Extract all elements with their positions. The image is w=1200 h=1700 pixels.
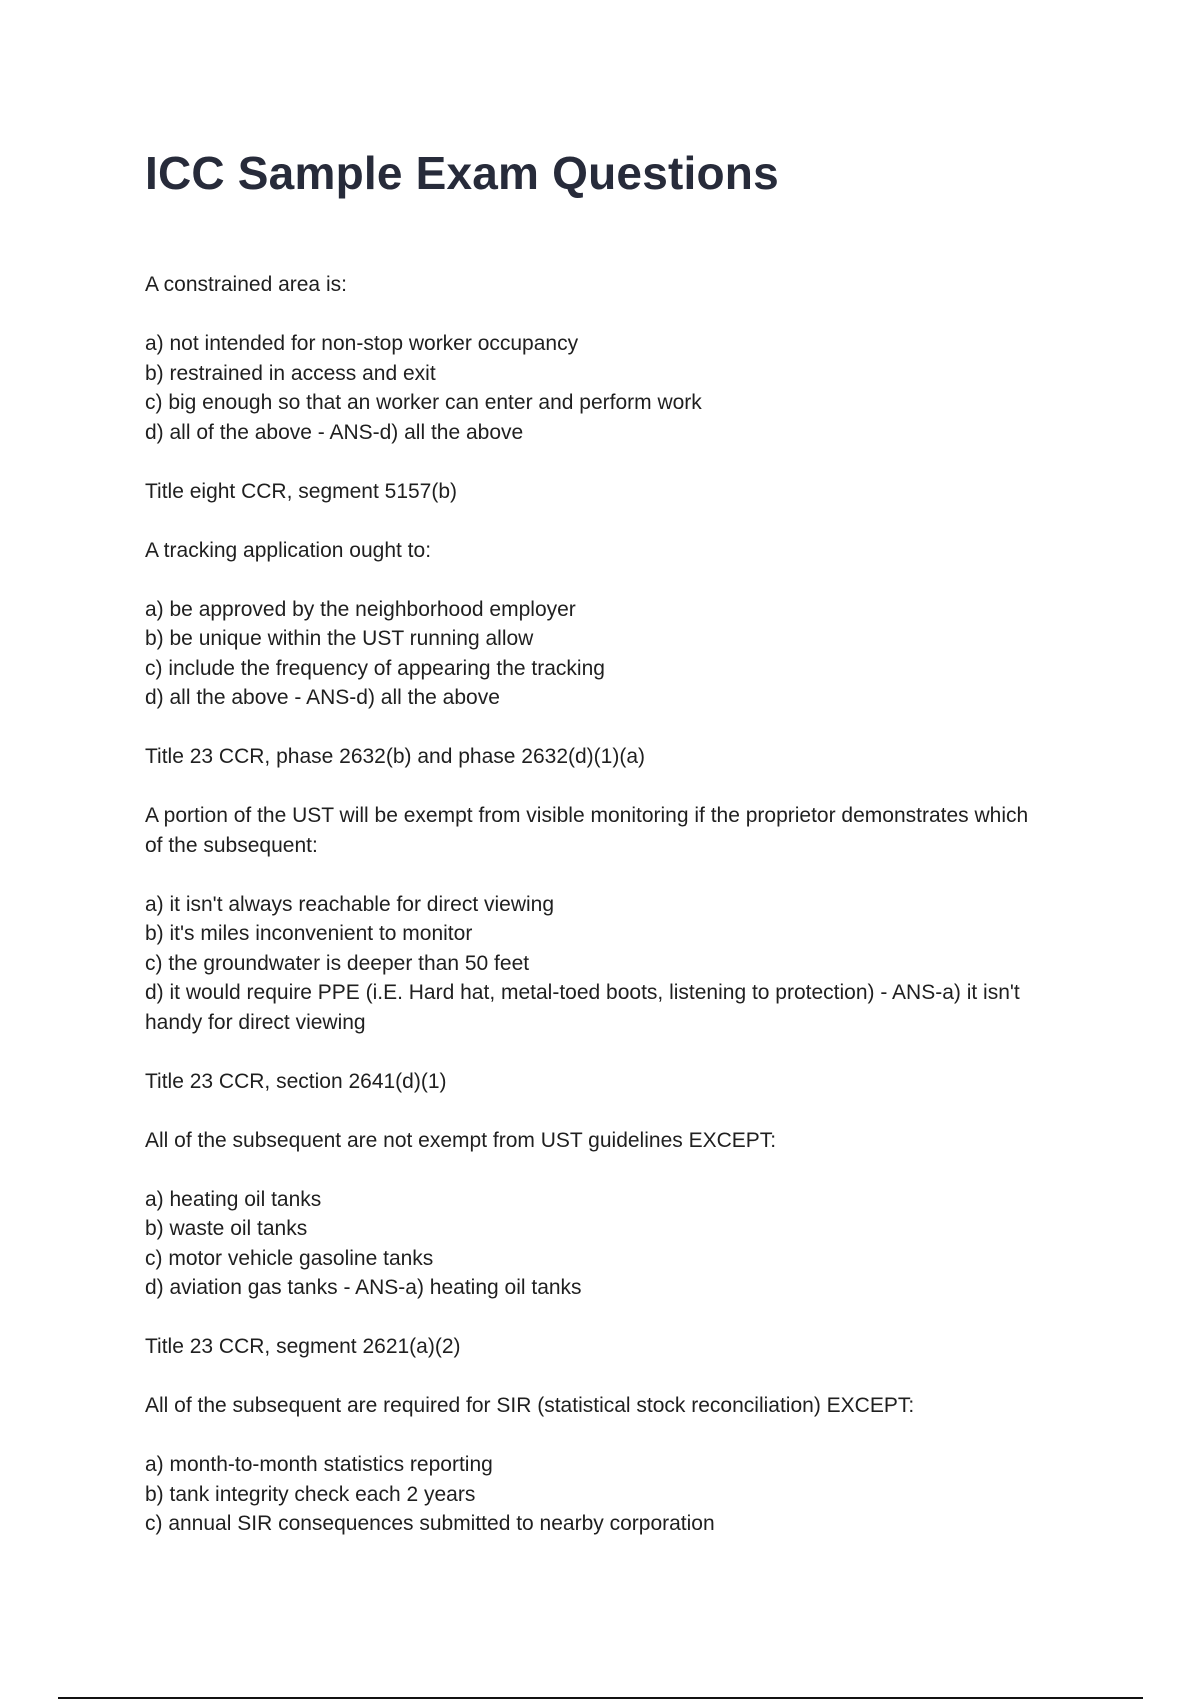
- question-1-reference: Title eight CCR, segment 5157(b): [145, 479, 458, 503]
- question-stem: [145, 1126, 1045, 1156]
- question-2-reference: Title 23 CCR, phase 2632(b) and phase 2632(d)(1)(a): [145, 745, 645, 768]
- question-4-reference: Title 23 CCR, segment 2621(a)(2): [145, 1335, 461, 1358]
- option-a: a) be approved by the neighborhood employer: [145, 597, 576, 621]
- footer-divider: [58, 1697, 1143, 1699]
- option-b: b) be unique within the UST running allow: [145, 627, 534, 650]
- option-c: c) motor vehicle gasoline tanks: [145, 1246, 434, 1270]
- option-c: c) the groundwater is deeper than 50 feet: [145, 951, 530, 975]
- question-1-stem: A constrained area is:: [145, 273, 347, 296]
- option-b: b) waste oil tanks: [145, 1217, 308, 1240]
- option-a: a) month-to-month statistics reporting: [145, 1453, 493, 1476]
- document-title: ICC Sample Exam Questions: [145, 147, 779, 199]
- option-d-answer: d) all the above - ANS-d) all the above: [145, 686, 500, 709]
- option-c: c) big enough so that an worker can enter and perform work: [145, 391, 702, 414]
- reference: [145, 1332, 1045, 1362]
- document-body: [145, 270, 1045, 1568]
- reference: [145, 742, 1045, 772]
- question-4-stem: All of the subsequent are not exempt from UST guidelines EXCEPT:: [145, 1128, 777, 1152]
- answer-options: [145, 595, 1045, 713]
- question-3-stem: A portion of the UST will be exempt from visible monitoring if the proprietor demonstrates which of the subsequent:: [145, 804, 1029, 857]
- question-3-reference: Title 23 CCR, section 2641(d)(1): [145, 1069, 447, 1093]
- option-b: b) tank integrity check each 2 years: [145, 1482, 476, 1506]
- question-stem: [145, 1391, 1045, 1421]
- answer-options: [145, 1185, 1045, 1303]
- question-stem: [145, 536, 1045, 566]
- option-c: c) annual SIR consequences submitted to nearby corporation: [145, 1512, 715, 1535]
- option-a: a) it isn't always reachable for direct viewing: [145, 892, 555, 916]
- option-a: a) not intended for non-stop worker occupancy: [145, 332, 579, 355]
- option-c: c) include the frequency of appearing the tracking: [145, 656, 605, 680]
- answer-options: [145, 1450, 1045, 1539]
- question-5-stem: All of the subsequent are required for SIR (statistical stock reconciliation) EXCEPT:: [145, 1394, 915, 1417]
- question-stem: [145, 801, 1045, 860]
- answer-options: [145, 329, 1045, 447]
- option-d-answer: d) all of the above - ANS-d) all the above: [145, 420, 524, 444]
- question-2-stem: A tracking application ought to:: [145, 538, 432, 562]
- question-stem: [145, 270, 1045, 300]
- option-b: b) it's miles inconvenient to monitor: [145, 922, 473, 945]
- reference: [145, 477, 1045, 507]
- option-b: b) restrained in access and exit: [145, 361, 436, 385]
- option-d-answer: d) aviation gas tanks - ANS-a) heating oil tanks: [145, 1276, 582, 1299]
- answer-options: [145, 890, 1045, 1038]
- option-a-answer: a) heating oil tanks: [145, 1187, 322, 1211]
- reference: [145, 1067, 1045, 1097]
- option-d-answer: d) it would require PPE (i.E. Hard hat, metal-toed boots, listening to protection) - ANS-a) it isn't handy for direct viewing: [145, 981, 1020, 1034]
